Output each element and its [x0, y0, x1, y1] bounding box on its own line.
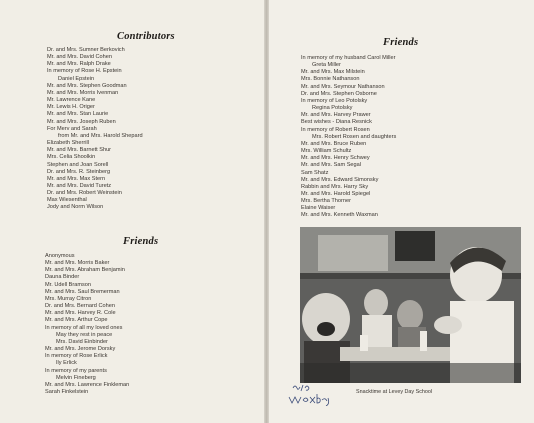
- friend-entry: Mr. and Mrs. Morris Baker: [45, 260, 110, 267]
- contributor-entry: Mr. Lewis H. Origer: [47, 104, 95, 111]
- friend-entry: Mr. and Mrs. Sam Segal: [301, 162, 361, 169]
- book-gutter: [264, 0, 269, 423]
- contributor-entry: Dr. and Mrs. R. Steinberg: [47, 168, 111, 175]
- friend-entry: Mr. and Mrs. Kenneth Waxman: [301, 212, 378, 219]
- friend-entry: Mr. and Mrs. Saul Bremerman: [45, 288, 120, 295]
- friend-entry: Rabbin and Mrs. Harry Sky: [301, 183, 369, 190]
- friend-entry: Mrs. William Schultz: [301, 148, 352, 155]
- friend-entry: Mr. and Mrs. Jerome Dorsky: [45, 346, 116, 353]
- friend-entry: Mr. Udell Bramson: [45, 281, 92, 288]
- friend-entry: Dr. and Mrs. Bernard Cohen: [45, 303, 115, 310]
- friend-entry: In memory of Rose Erlick: [45, 353, 108, 360]
- contributor-entry: Mr. and Mrs. Morris Ivenman: [47, 89, 119, 96]
- friend-entry: Best wishes - Diana Resnick: [301, 119, 372, 126]
- contributor-entry: Max Wiesenthal: [47, 197, 87, 204]
- friend-entry: May they rest in peace: [56, 331, 113, 338]
- contributor-entry: Mr. and Mrs. David Turetz: [47, 182, 112, 189]
- friend-entry: Melvin Fineberg: [56, 374, 96, 381]
- friend-entry: Mrs. Robert Rosen and daughters: [312, 133, 397, 140]
- contributor-entry: For Merv and Sarah: [47, 125, 97, 132]
- friends-heading-left: Friends: [123, 236, 159, 247]
- friend-entry: Mr. and Mrs. Bruce Ruben: [301, 140, 367, 147]
- contributors-heading: Contributors: [117, 31, 175, 42]
- friend-entry: Mr. and Mrs. Abraham Benjamin: [45, 267, 125, 274]
- contributor-entry: Daniel Epstein: [58, 75, 95, 82]
- contributor-entry: Mr. and Mrs. Stan Laurie: [47, 111, 109, 118]
- contributor-entry: Mr. and Mrs. Ralph Drake: [47, 61, 111, 68]
- snacktime-photo: [300, 227, 521, 383]
- contributor-entry: Elizabeth Sherrill: [47, 140, 89, 147]
- friend-entry: Mr. and Mrs. Harvey Prawer: [301, 112, 371, 119]
- friend-entry: In memory of all my loved ones: [45, 324, 123, 331]
- friend-entry: Mr. and Mrs. Lawrence Finkleman: [45, 381, 130, 388]
- friend-entry: Sam Shatz: [301, 169, 329, 176]
- friend-entry: Mr. and Mrs. Max Milstein: [301, 69, 365, 76]
- photo-caption: Snacktime at Levey Day School: [356, 389, 433, 395]
- friend-entry: Mr. and Mrs. Harold Spiegel: [301, 190, 371, 197]
- contributor-entry: Dr. and Mrs. Robert Weinstein: [47, 190, 122, 197]
- friend-entry: In memory of my husband Carol Miller: [301, 55, 396, 61]
- friend-entry: Sarah Finkelstein: [45, 388, 89, 395]
- friend-entry: Mrs. Murray Citron: [45, 295, 92, 302]
- friends-list-left: [45, 253, 129, 396]
- contributor-entry: In memory of Rose H. Epstein: [47, 68, 122, 75]
- contributor-entry: Dr. and Mrs. Sumner Berkovich: [47, 47, 125, 53]
- friends-list-right: [301, 55, 396, 220]
- contributor-entry: Mr. and Mrs. Stephen Goodman: [47, 82, 127, 89]
- friend-entry: Ily Erlick: [56, 360, 77, 367]
- handwritten-signature: [287, 382, 331, 406]
- friend-entry: Greta Miller: [312, 62, 341, 69]
- friend-entry: In memory of my parents: [45, 367, 107, 374]
- friend-entry: In memory of Robert Rosen: [301, 126, 370, 133]
- contributor-entry: from Mr. and Mrs. Harold Shepard: [58, 132, 143, 139]
- contributor-entry: Jody and Norm Wilson: [47, 204, 104, 211]
- friend-entry: Mr. and Mrs. Seymour Nathanson: [301, 83, 385, 90]
- friend-entry: Mr. and Mrs. Arthur Cope: [45, 317, 108, 324]
- friend-entry: Mrs. Bertha Thorner: [301, 198, 351, 205]
- friend-entry: Mrs. David Einbinder: [56, 338, 108, 345]
- friend-entry: Dauna Binder: [45, 274, 80, 281]
- contributors-list: [47, 47, 143, 212]
- friends-heading-right: Friends: [383, 37, 419, 48]
- friend-entry: Elaine Waiser: [301, 205, 336, 212]
- contributor-entry: Mr. and Mrs. Joseph Ruben: [47, 118, 116, 125]
- contributor-entry: Mr. and Mrs. Max Stern: [47, 175, 106, 182]
- contributor-entry: Mrs. Celia Shoolkin: [47, 154, 96, 161]
- contributor-entry: Mr. and Mrs. Barnett Shur: [47, 147, 112, 154]
- friend-entry: Mr. and Mrs. Harvey R. Cole: [45, 310, 116, 317]
- friend-entry: Mr. and Mrs. Henry Schwey: [301, 155, 370, 162]
- friend-entry: Mrs. Bonnie Nathanson: [301, 76, 360, 83]
- contributor-entry: Mr. Lawrence Kane: [47, 97, 96, 104]
- friend-entry: In memory of Leo Potolsky: [301, 97, 368, 104]
- contributor-entry: Mr. and Mrs. David Cohen: [47, 54, 112, 61]
- contributor-entry: Stephen and Joan Sorell: [47, 161, 109, 168]
- friend-entry: Dr. and Mrs. Stephen Osborne: [301, 90, 377, 97]
- friend-entry: Mr. and Mrs. Edward Simonsky: [301, 176, 379, 183]
- friend-entry: Regina Potolsky: [312, 105, 353, 112]
- friend-entry: Anonymous: [45, 253, 75, 259]
